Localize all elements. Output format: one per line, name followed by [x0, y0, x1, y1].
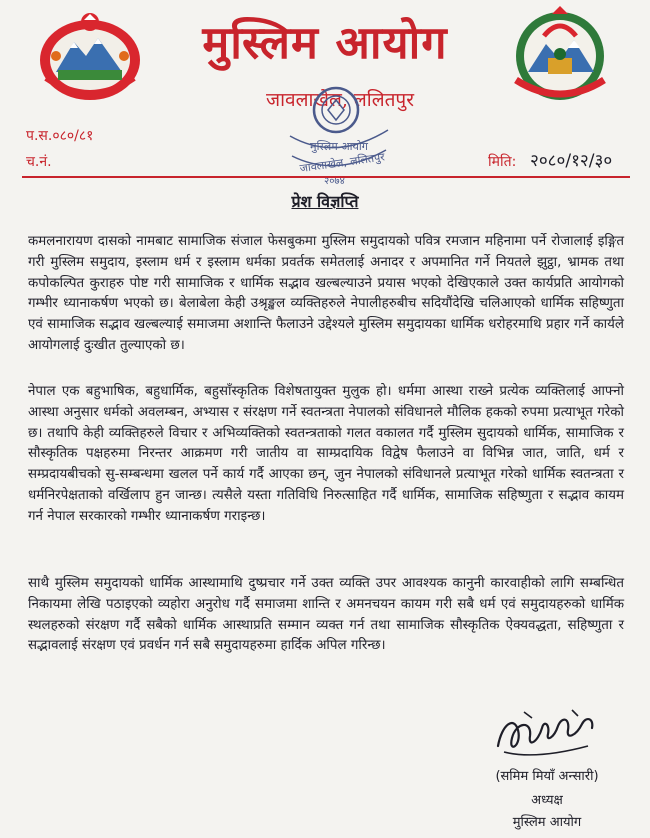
commission-logo-icon — [504, 6, 616, 110]
signatory-title: अध्यक्ष — [531, 793, 563, 808]
handwritten-signature — [488, 702, 604, 762]
body-paragraph-3: साथै मुस्लिम समुदायको धार्मिक आस्थामाथि दुष्प्रचार गर्ने उक्त व्यक्ति उपर आवश्यक कानुनी कारवाहीको लागि सम्बन्धित निकायमा लेखि पठाइएको व्यहोरा अनुरोध गर्दै समाजमा शान्ति र अमनचयन कायम गरी सबै धर्म एवं समुदायहरुको धार्मिक स्थलहरुको संरक्षण गर्दै सबैको धार्मिक आस्थाप्रति सम्मान व्यक्त गर्न तथा सामाजिक सौस्कृतिक ऐक्यवद्धता, सहिष्णुता र सद्भावलाई संरक्षण एवं प्रवर्धन गर्न सबै समुदायहरुमा हार्दिक अपिल गरिन्छ। — [28, 576, 624, 654]
svg-text:२०७४: २०७४ — [324, 176, 345, 187]
dispatch-number-label: च.नं. — [26, 154, 52, 170]
organization-address: जावलाखेल, ललितपुर — [266, 89, 414, 111]
date-value: २०८०/१२/३० — [530, 151, 613, 171]
official-stamp — [270, 70, 402, 190]
coat-of-arms-icon — [34, 8, 146, 106]
press-release-title: प्रेश विज्ञप्ति — [291, 192, 359, 211]
svg-text:जावलाखेल, ललितपुर: जावलाखेल, ललितपुर — [298, 150, 386, 176]
body-paragraph-1: कमलनारायण दासको नामबाट सामाजिक संजाल फेसबुकमा मुस्लिम समुदायको पवित्र रमजान महिनामा पर्ने रोजालाई इङ्गित गरी मुस्लिम समुदाय, इस्लाम धर्म र इस्लाम धर्मका प्रवर्तक समेतलाई अनादर र अपमानित गर्ने नियतले झुट्ठा, भ्रामक तथा कपोकल्पित कुराहरु पोष्ट गरी सामाजिक र धार्मिक सद्भाव खल्बल्याउने प्रयास भएको देखिएकाले उक्त कार्यप्रति आयोगको गम्भीर ध्यानाकर्षण भएको छ। बेलाबेला केही उश्रृङ्खल व्यक्तिहरुले नेपालीहरुबीच सदियौंदेखि चलिआएको धार्मिक सहिष्णुता एवं सामाजिक सद्भाव खल्बल्याई समाजमा अशान्ति फैलाउने उद्देश्यले मुस्लिम समुदायका धार्मिक धरोहरमाथि प्रहार गर्ने कार्यले आयोगलाई दुःखीत तुल्याएको छ। — [28, 234, 624, 353]
stamp-seal-icon — [270, 70, 402, 190]
organization-name: मुस्लिम आयोग — [202, 16, 448, 69]
svg-text:मुस्लिम आयोग: मुस्लिम आयोग — [310, 140, 368, 153]
body-paragraph-2: नेपाल एक बहुभाषिक, बहुधार्मिक, बहुसाँस्कृतिक विशेषतायुक्त मुलुक हो। धर्ममा आस्था राख्ने प्रत्येक व्यक्तिलाई आफ्नो आस्था अनुसार धर्मको अवलम्बन, अभ्यास र संरक्षण गर्ने स्वतन्त्रता नेपालको संविधानले मौलिक हकको रुपमा प्रत्याभूत गरेको छ। तथापि केही व्यक्तिहरुले विचार र अभिव्यक्तिको स्वतन्त्रताको गलत वकालत गर्दै मुस्लिम सुदायको धार्मिक, सामाजिक र सौस्कृतिक पक्षहरुमा निरन्तर आक्रमण गरी जातीय वा साम्प्रदायिक विद्वेष फैलाउने वा विभिन्न जात, जाति, धर्म र सम्प्रदायबीचको सु-सम्बन्धमा खलल पर्ने कार्य गर्दै आएका छन्, जुन नेपालको संविधानले प्रत्याभूत गरेको धार्मिक स्वतन्त्रता र धर्मनिरपेक्षताको वर्खिलाप हुन जान्छ। त्यसैले यस्ता गतिविधि निरुत्साहित गर्दै धार्मिक, सामाजिक सहिष्णुता र सद्भाव कायम गर्न नेपाल सरकारको गम्भीर ध्यानाकर्षण गराइन्छ। — [28, 384, 624, 524]
letterhead-divider — [22, 176, 630, 178]
signatory-organization: मुस्लिम आयोग — [512, 815, 582, 830]
commission-logo-emblem — [504, 6, 616, 110]
reference-number: प.स.०८०/८१ — [26, 128, 94, 144]
nepal-coat-of-arms-emblem — [34, 8, 146, 106]
signature-scribble-icon — [488, 702, 604, 762]
signatory-name: (समिम मियाँ अन्सारी) — [495, 769, 599, 784]
date-label: मिति: — [488, 154, 517, 170]
